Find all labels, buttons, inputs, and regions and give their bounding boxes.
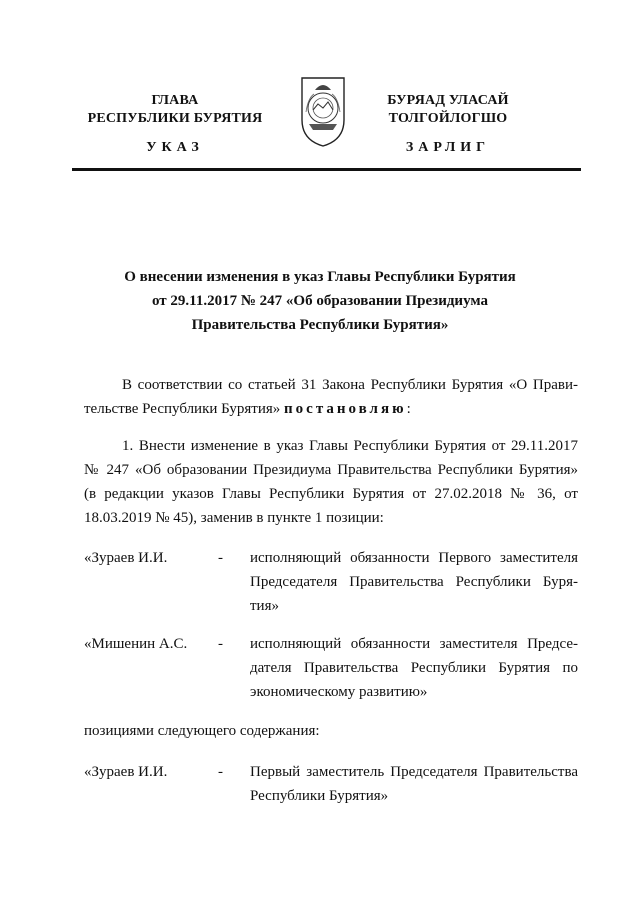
header-left — [84, 92, 266, 128]
old-position-1-line1: исполняющий обязанности Первого заместителя — [250, 550, 578, 566]
new-position-1-text — [250, 760, 578, 808]
connector-text: позициями следующего содержания: — [84, 723, 320, 739]
new-position-1-dash: - — [218, 764, 223, 780]
clause1-line4: 18.03.2019 № 45), заменив в пункте 1 позиции: — [84, 510, 384, 526]
header-right-line1: БУРЯАД УЛАСАЙ — [387, 93, 509, 108]
old-position-1-text — [250, 546, 578, 618]
header-right — [372, 92, 524, 128]
header-divider — [72, 168, 581, 171]
title-line1: О внесении изменения в указ Главы Республики Бурятия — [124, 269, 516, 285]
old-position-1-name: «Зураев И.И. — [84, 550, 168, 566]
preamble-line2 — [84, 397, 578, 421]
document-type-bua: ЗАРЛИГ — [405, 140, 491, 155]
coat-of-arms-emblem — [296, 74, 350, 148]
new-position-1-line2: Республики Бурятия» — [250, 788, 389, 804]
old-position-2-name: «Мишенин А.С. — [84, 636, 188, 652]
clause1-line2: № 247 «Об образовании Президиума Правительства Республики Бурятия» — [84, 462, 578, 478]
old-position-2-line2: дателя Правительства Республики Бурятия по — [250, 660, 578, 676]
old-position-2-line1: исполняющий обязанности заместителя Предсе- — [250, 636, 578, 652]
preamble-line1: В соответствии со статьей 31 Закона Республики Бурятия «О Прави- — [122, 377, 578, 393]
title-line2: от 29.11.2017 № 247 «Об образовании Президиума — [151, 293, 488, 309]
old-position-1-line3: тия» — [250, 598, 279, 614]
decree-keyword: постановляю — [284, 401, 407, 417]
header-left-line1: ГЛАВА — [151, 93, 199, 108]
new-position-1-line1: Первый заместитель Председателя Правительства — [250, 764, 578, 780]
old-position-2-text — [250, 632, 578, 704]
new-position-1-name: «Зураев И.И. — [84, 764, 168, 780]
preamble-line2-text: тельстве Республики Бурятия» — [84, 401, 281, 417]
old-position-1-dash: - — [218, 550, 223, 566]
document-type-ru: УКАЗ — [146, 140, 204, 155]
title-line3: Правительства Республики Бурятия» — [191, 317, 449, 333]
document-title — [90, 265, 550, 337]
clause-1 — [84, 434, 578, 530]
clause1-line3: (в редакции указов Главы Республики Бурятия от 27.02.2018 № 36, от — [84, 486, 578, 502]
header-left-line2: РЕСПУБЛИКИ БУРЯТИЯ — [87, 111, 263, 126]
old-position-1-line2: Председателя Правительства Республики Буря- — [250, 574, 578, 590]
header-right-line2: ТОЛГОЙЛОГШО — [388, 111, 508, 126]
old-position-2-line3: экономическому развитию» — [250, 684, 428, 700]
old-position-2-dash: - — [218, 636, 223, 652]
preamble-paragraph — [84, 373, 578, 421]
clause1-line1: 1. Внести изменение в указ Главы Республики Бурятия от 29.11.2017 — [122, 438, 578, 454]
preamble-line2-end: : — [406, 401, 411, 417]
